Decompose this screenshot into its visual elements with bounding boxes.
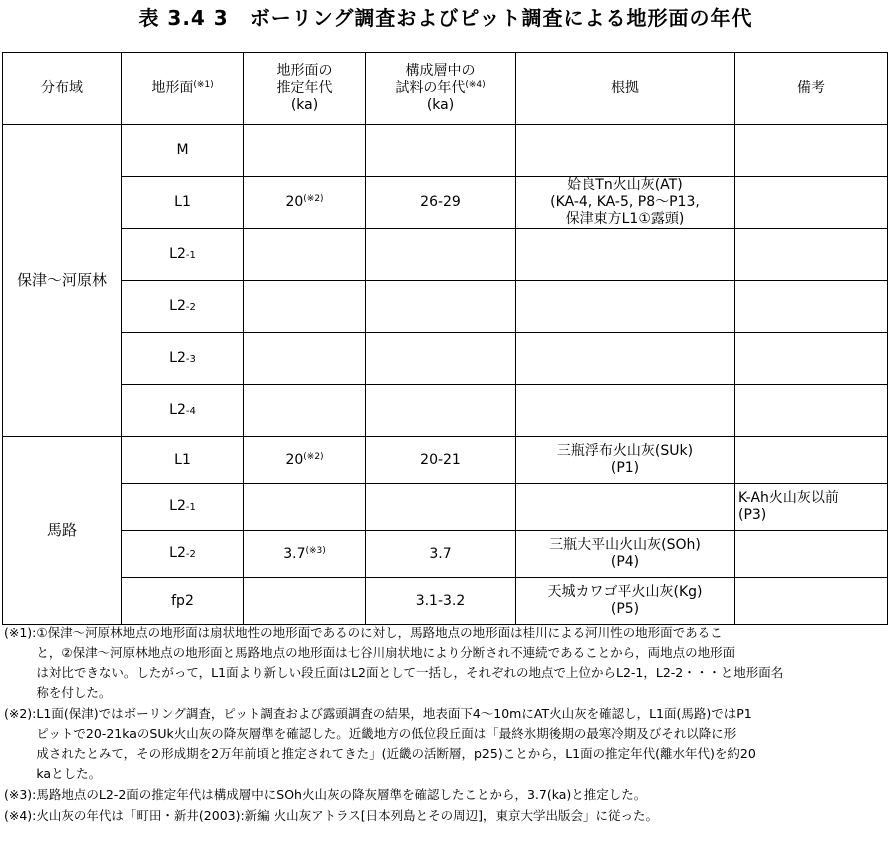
age-cell [244, 484, 366, 531]
basis-line: 三瓶浮布火山灰(SUk) [556, 443, 694, 459]
remarks-cell [735, 125, 888, 177]
basis-line: 三瓶大平山火山灰(SOh) [549, 537, 701, 553]
remarks-line: (P3) [738, 507, 767, 523]
basis-line: 保津東方L1①露頭) [565, 211, 685, 227]
footnotes [4, 623, 888, 826]
age-note: (※2) [303, 451, 324, 462]
table-row [3, 125, 888, 177]
basis-cell [516, 125, 735, 177]
footnote-line: は対比できない。したがって，L1面より新しい段丘面はL2面として一括し，それぞれの地点で上位からL2-1，L2-2・・・と地形面名 [36, 665, 784, 680]
surface-sub: -2 [185, 301, 196, 313]
age-cell [244, 385, 366, 437]
footnote-line: と，②保津～河原林地点の地形面と馬路地点の地形面は七谷川扇状地により分断され不連続であることから，両地点の地形面 [36, 645, 736, 660]
region-cell: 保津～河原林 [3, 125, 122, 437]
sample-age-cell [366, 385, 516, 437]
surface-sub: -3 [185, 353, 196, 365]
age-cell: $20^{(※2)}$ [244, 177, 366, 229]
footnote-line: 馬路地点のL2-2面の推定年代は構成層中にSOh火山灰の降灰層準を確認したことから，3.7(ka)と推定した。 [36, 787, 647, 802]
surface-cell: L2-2 [122, 281, 244, 333]
header-sample-age: 構成層中の 試料の年代$^{(※4)}$ (ka) [366, 53, 516, 125]
basis-line: (P5) [610, 601, 640, 617]
sample-age-cell [366, 484, 516, 531]
surface-cell: M [122, 125, 244, 177]
header-remarks: 備考 [735, 53, 888, 125]
surface-cell: L2-4 [122, 385, 244, 437]
surface-cell: L2-1 [122, 229, 244, 281]
basis-line: 姶良Tn火山灰(AT) [567, 177, 683, 193]
surface-cell: L2-3 [122, 333, 244, 385]
sample-age-cell: 3.7 [366, 531, 516, 578]
table-row [3, 437, 888, 484]
surface-cell: L1 [122, 437, 244, 484]
header-age: 地形面の 推定年代 (ka) [244, 53, 366, 125]
sample-age-cell [366, 229, 516, 281]
footnote-line: 火山灰の年代は「町田・新井(2003):新編 火山灰アトラス[日本列島とその周辺]，東京大学出版会」に従った。 [36, 808, 659, 823]
header-surface: 地形面$^{(※1)}$ [122, 53, 244, 125]
surface-cell: L1 [122, 177, 244, 229]
sample-age-cell [366, 333, 516, 385]
footnote-line: 成されたとみて，その形成期を2万年前頃と推定されてきた」(近畿の活断層，p25)ことから，L1面の推定年代(離水年代)を約20 [36, 746, 756, 761]
remarks-cell [735, 484, 888, 531]
surface-cell: L2-2 [122, 531, 244, 578]
surface-sub: -1 [185, 502, 196, 513]
remarks-cell [735, 229, 888, 281]
table-row [3, 177, 888, 229]
sample-age-cell: 20-21 [366, 437, 516, 484]
footnote [4, 704, 888, 784]
basis-cell [516, 578, 735, 625]
sample-age-cell: 26-29 [366, 177, 516, 229]
table-row [3, 333, 888, 385]
table-row [3, 229, 888, 281]
remarks-cell [735, 177, 888, 229]
footnote [4, 806, 888, 826]
footnote-line: ピットで20-21kaのSUk火山灰の降灰層準を確認した。近畿地方の低位段丘面は「最終氷期後期の最寒冷期及びそれ以降に形 [36, 726, 737, 741]
table-row [3, 281, 888, 333]
age-note: (※3) [305, 545, 326, 556]
age-cell [244, 281, 366, 333]
footnote-text [36, 785, 888, 805]
table-row [3, 385, 888, 437]
header-basis: 根拠 [516, 53, 735, 125]
page-title: 表 3.4 3 ボーリング調査およびピット調査による地形面の年代 [138, 6, 753, 30]
age-cell [244, 125, 366, 177]
remarks-line: K-Ah火山灰以前 [738, 490, 839, 506]
footnote [4, 623, 888, 703]
header-sample-note: (※4) [465, 80, 486, 90]
basis-cell [516, 437, 735, 484]
basis-line: (P1) [610, 460, 640, 476]
sample-age-cell [366, 281, 516, 333]
footnote-key: (※1): [4, 625, 37, 640]
basis-cell [516, 484, 735, 531]
surface-sub: -2 [185, 549, 196, 560]
basis-cell [516, 177, 735, 229]
remarks-cell [735, 333, 888, 385]
region-cell: 馬路 [3, 437, 122, 625]
footnote-line: 称を付した。 [36, 685, 112, 700]
remarks-cell [735, 437, 888, 484]
footnote-text [36, 704, 888, 784]
basis-line: (P4) [610, 554, 640, 570]
remarks-cell [735, 531, 888, 578]
basis-cell [516, 385, 735, 437]
age-cell: $3.7^{(※3)}$ [244, 531, 366, 578]
footnote-key: (※3): [4, 787, 37, 802]
age-cell [244, 333, 366, 385]
age-cell: $20^{(※2)}$ [244, 437, 366, 484]
surface-cell: L2-1 [122, 484, 244, 531]
footnote-line: ①保津～河原林地点の地形面は扇状地性の地形面であるのに対し，馬路地点の地形面は桂川による河川性の地形面であるこ [36, 625, 723, 640]
footnote-text [36, 806, 888, 826]
remarks-cell [735, 578, 888, 625]
header-surface-note: (※1) [193, 80, 214, 90]
table-header-row [3, 53, 888, 125]
table-row [3, 578, 888, 625]
surface-sub: -4 [185, 405, 196, 417]
sample-age-cell [366, 125, 516, 177]
surface-cell: fp2 [122, 578, 244, 625]
footnote-line: L1面(保津)ではボーリング調査，ピット調査および露頭調査の結果，地表面下4～10mにAT火山灰を確認し，L1面(馬路)ではP1 [36, 706, 752, 721]
header-region: 分布域 [3, 53, 122, 125]
basis-line: (KA-4, KA-5, P8～P13, [550, 194, 700, 210]
table-row [3, 531, 888, 578]
footnote-text [36, 623, 888, 703]
footnote-key: (※2): [4, 706, 37, 721]
footnote-key: (※4): [4, 808, 37, 823]
remarks-cell [735, 385, 888, 437]
age-cell [244, 578, 366, 625]
basis-cell [516, 531, 735, 578]
basis-cell [516, 229, 735, 281]
sample-age-cell: 3.1-3.2 [366, 578, 516, 625]
age-note: (※2) [303, 194, 324, 204]
surface-sub: -1 [185, 249, 196, 261]
footnote-line: kaとした。 [36, 766, 102, 781]
footnote [4, 785, 888, 805]
terrace-age-table [2, 52, 888, 625]
remarks-cell [735, 281, 888, 333]
basis-line: 天城カワゴ平火山灰(Kg) [547, 584, 703, 600]
basis-cell [516, 333, 735, 385]
age-cell [244, 229, 366, 281]
basis-cell [516, 281, 735, 333]
table-row [3, 484, 888, 531]
